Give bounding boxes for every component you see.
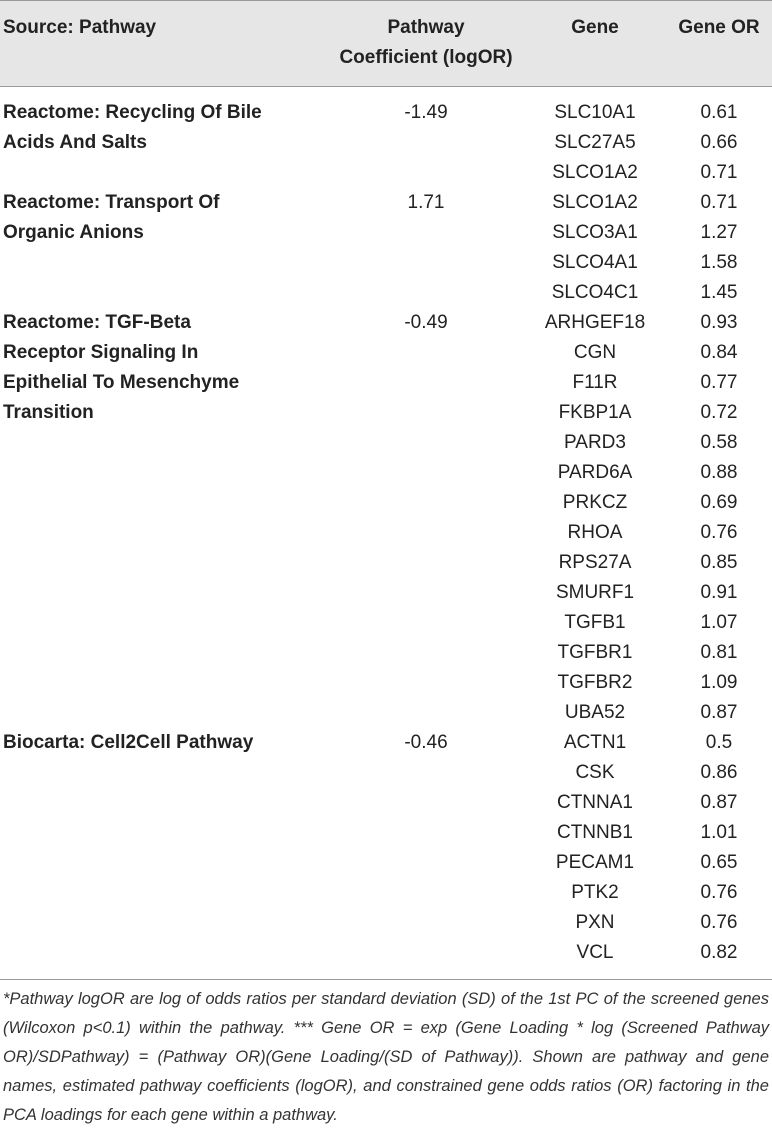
gene-name: F11R — [572, 372, 618, 393]
pathway-name: Reactome: Transport Of — [3, 192, 220, 213]
header-coefficient-line2: Coefficient (logOR) — [339, 47, 513, 68]
gene-odds-ratio: 1.58 — [700, 252, 738, 273]
pathway-name: Acids And Salts — [3, 132, 147, 153]
table-bottom-rule — [0, 979, 772, 980]
pathway-coefficient: -0.46 — [404, 732, 448, 753]
gene-name: SLCO1A2 — [552, 162, 638, 183]
gene-odds-ratio: 0.82 — [700, 942, 738, 963]
gene-odds-ratio: 0.81 — [700, 642, 738, 663]
gene-odds-ratio: 0.58 — [700, 432, 738, 453]
gene-name: PTK2 — [571, 882, 619, 903]
gene-odds-ratio: 0.69 — [700, 492, 738, 513]
gene-odds-ratio: 1.01 — [700, 822, 738, 843]
gene-odds-ratio: 1.09 — [700, 672, 738, 693]
gene-name: SLCO3A1 — [552, 222, 638, 243]
gene-odds-ratio: 0.76 — [700, 522, 738, 543]
table-footnote: *Pathway logOR are log of odds ratios per standard deviation (SD) of the 1st PC of the screened genes (Wilcoxon p<0.1) within the pathway. *** Gene OR = exp (Gene Loading * log (Screened Pathway OR)/SDPathway) = (Pathway OR)(Gene Loading/(SD of Pathway)). Shown are pathway and gene names, estimated pathway coefficients (logOR), and constrained gene odds ratios (OR) factoring in the PCA loadings for each gene within a pathway. — [3, 990, 769, 1124]
gene-name: VCL — [576, 942, 614, 963]
gene-odds-ratio: 0.5 — [705, 732, 733, 753]
gene-name: ARHGEF18 — [544, 312, 646, 333]
gene-odds-ratio: 1.07 — [700, 612, 738, 633]
gene-name: UBA52 — [564, 702, 626, 723]
gene-name: TGFBR1 — [557, 642, 633, 663]
pathway-name: Transition — [3, 402, 94, 423]
gene-odds-ratio: 0.85 — [700, 552, 738, 573]
table-header-rule — [0, 86, 772, 87]
gene-odds-ratio: 0.65 — [700, 852, 738, 873]
gene-name: PARD6A — [557, 462, 633, 483]
gene-name: PECAM1 — [555, 852, 635, 873]
gene-name: PXN — [575, 912, 615, 933]
gene-odds-ratio: 1.45 — [700, 282, 738, 303]
gene-name: ACTN1 — [563, 732, 627, 753]
gene-name: TGFB1 — [564, 612, 626, 633]
gene-odds-ratio: 0.91 — [700, 582, 738, 603]
gene-odds-ratio: 0.77 — [700, 372, 738, 393]
pathway-name: Biocarta: Cell2Cell Pathway — [3, 732, 254, 753]
pathway-name: Receptor Signaling In — [3, 342, 199, 363]
gene-name: SLCO4A1 — [552, 252, 638, 273]
pathway-coefficient: -0.49 — [404, 312, 448, 333]
gene-name: PRKCZ — [562, 492, 628, 513]
pathway-coefficient: -1.49 — [404, 102, 448, 123]
header-gene-or: Gene OR — [678, 17, 760, 38]
gene-odds-ratio: 0.66 — [700, 132, 738, 153]
gene-odds-ratio: 0.72 — [700, 402, 738, 423]
gene-name: RPS27A — [558, 552, 632, 573]
gene-odds-ratio: 0.93 — [700, 312, 738, 333]
header-gene: Gene — [571, 17, 619, 38]
gene-odds-ratio: 0.71 — [700, 162, 738, 183]
gene-odds-ratio: 0.84 — [700, 342, 738, 363]
gene-name: CTNNB1 — [556, 822, 633, 843]
pathway-name: Reactome: Recycling Of Bile — [3, 102, 262, 123]
gene-name: CGN — [573, 342, 617, 363]
gene-name: SLC27A5 — [554, 132, 636, 153]
pathway-name: Organic Anions — [3, 222, 144, 243]
gene-name: FKBP1A — [558, 402, 632, 423]
header-source: Source: Pathway — [3, 17, 157, 38]
gene-name: RHOA — [567, 522, 623, 543]
gene-odds-ratio: 0.87 — [700, 702, 738, 723]
gene-name: CSK — [575, 762, 615, 783]
gene-name: SMURF1 — [555, 582, 635, 603]
gene-odds-ratio: 0.76 — [700, 882, 738, 903]
gene-name: SLCO4C1 — [551, 282, 639, 303]
gene-name: SLC10A1 — [554, 102, 636, 123]
gene-odds-ratio: 0.88 — [700, 462, 738, 483]
pathway-name: Epithelial To Mesenchyme — [3, 372, 240, 393]
gene-odds-ratio: 0.76 — [700, 912, 738, 933]
gene-name: PARD3 — [564, 432, 626, 453]
pathway-coefficient: 1.71 — [407, 192, 445, 213]
gene-odds-ratio: 0.86 — [700, 762, 738, 783]
gene-name: SLCO1A2 — [552, 192, 638, 213]
gene-name: TGFBR2 — [557, 672, 633, 693]
gene-odds-ratio: 0.71 — [700, 192, 738, 213]
gene-name: CTNNA1 — [556, 792, 633, 813]
pathway-name: Reactome: TGF-Beta — [3, 312, 191, 333]
header-coefficient-line1: Pathway — [387, 17, 465, 38]
gene-odds-ratio: 0.61 — [700, 102, 738, 123]
table-top-rule — [0, 0, 772, 1]
gene-odds-ratio: 1.27 — [700, 222, 738, 243]
gene-odds-ratio: 0.87 — [700, 792, 738, 813]
